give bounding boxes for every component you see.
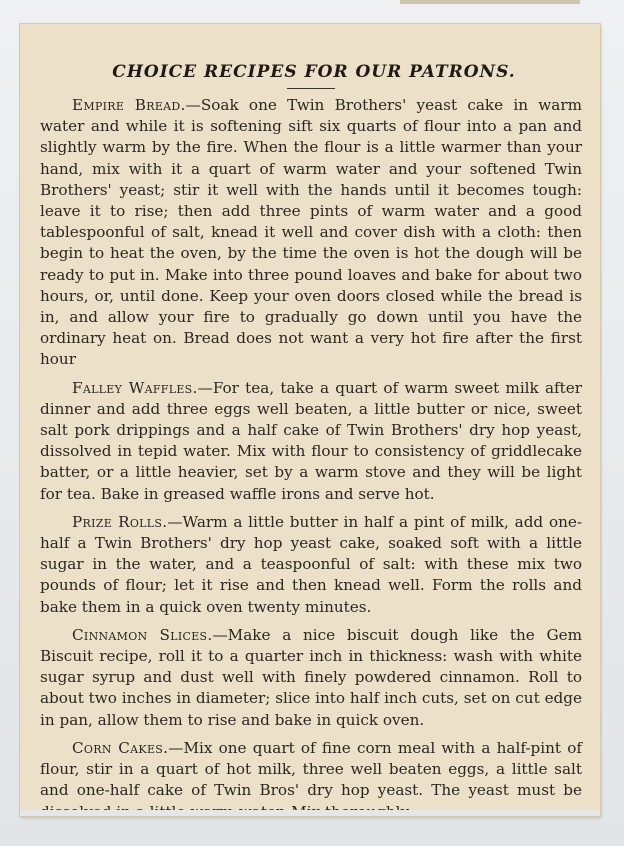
recipe-body: —Mix one quart of fine corn meal with a half-pint of flour, stir in a quart of hot milk, three well beaten eggs, a little salt and one-half cake of Twin Bros' dry hop yeast. The yeast must be <box>40 738 582 800</box>
recipe-prize-rolls <box>40 512 582 618</box>
recipe-body: —Soak one Twin Brothers' yeast cake in warm water and while it is softening sift six quarts of flour into a pan and slightly warm by the fire. When the flour is a little warmer than your hand, mix with it a quart of warm water and your softened Twin Brothers' yeast; stir it well with the hands until it becomes tough: leave it to rise; then add three pints of warm water and a good tablespoonful of salt, knead it well and cover dish with a cloth: then begin to heat the oven, by the time the oven is hot the dough will be ready to put in. Make into three pound loaves and bake for about two hours, or, until done. Keep your oven doors closed while the bread is in, and allow your fire to gradually go down until you have the ordinary heat on. Bread does not want a very hot fire after the first hour <box>40 96 583 369</box>
recipe-corn-cakes <box>40 738 582 816</box>
recipe-cinnamon-slices <box>40 625 582 731</box>
recipe-body: —For tea, take a quart of warm sweet milk after dinner and add three eggs well beaten, a little butter or nice, sweet salt pork drippings and a half cake of Twin Brothers' dry hop yeast, dissolved in tepid water. Mix with flour to consistency of griddlecake batter, or a little heavier, set by a warm stove and they will be light for tea. Bake in greased waffle irons and serve hot. <box>40 378 582 503</box>
recipe-heading: Prize Rolls. <box>72 512 168 531</box>
recipe-card <box>20 24 600 816</box>
recipe-card-content <box>40 62 582 816</box>
recipe-empire-bread <box>40 95 582 371</box>
card-title: CHOICE RECIPES FOR OUR PATRONS. <box>112 62 516 82</box>
recipe-heading: Corn Cakes. <box>72 738 169 757</box>
card-bottom-edge <box>20 810 600 816</box>
adjacent-card-edge <box>400 0 580 4</box>
recipe-heading: Empire Bread. <box>72 96 186 114</box>
title-divider <box>287 88 335 89</box>
recipe-falley-waffles <box>40 378 582 505</box>
recipe-body: —Warm a little butter in half a pint of milk, add one-half a Twin Brothers' dry hop yeast cake, soaked soft with a little sugar in the water, and a teaspoonful of salt: with these mix two pounds of flour; let it rise and then knead well. Form the rolls and bake them in a quick oven twenty minutes. <box>40 512 582 616</box>
recipe-heading: Cinnamon Slices. <box>72 625 213 644</box>
recipe-heading: Falley Waffles. <box>72 378 198 397</box>
recipe-body: —Make a nice biscuit dough like the Gem Biscuit recipe, roll it to a quarter inch in thickness: wash with white sugar syrup and dust well with finely powdered cinnamon. Roll to about two inches in diameter; slice into half inch cuts, set on cut edge in pan, allow them to rise and bake in quick oven. <box>40 625 582 729</box>
